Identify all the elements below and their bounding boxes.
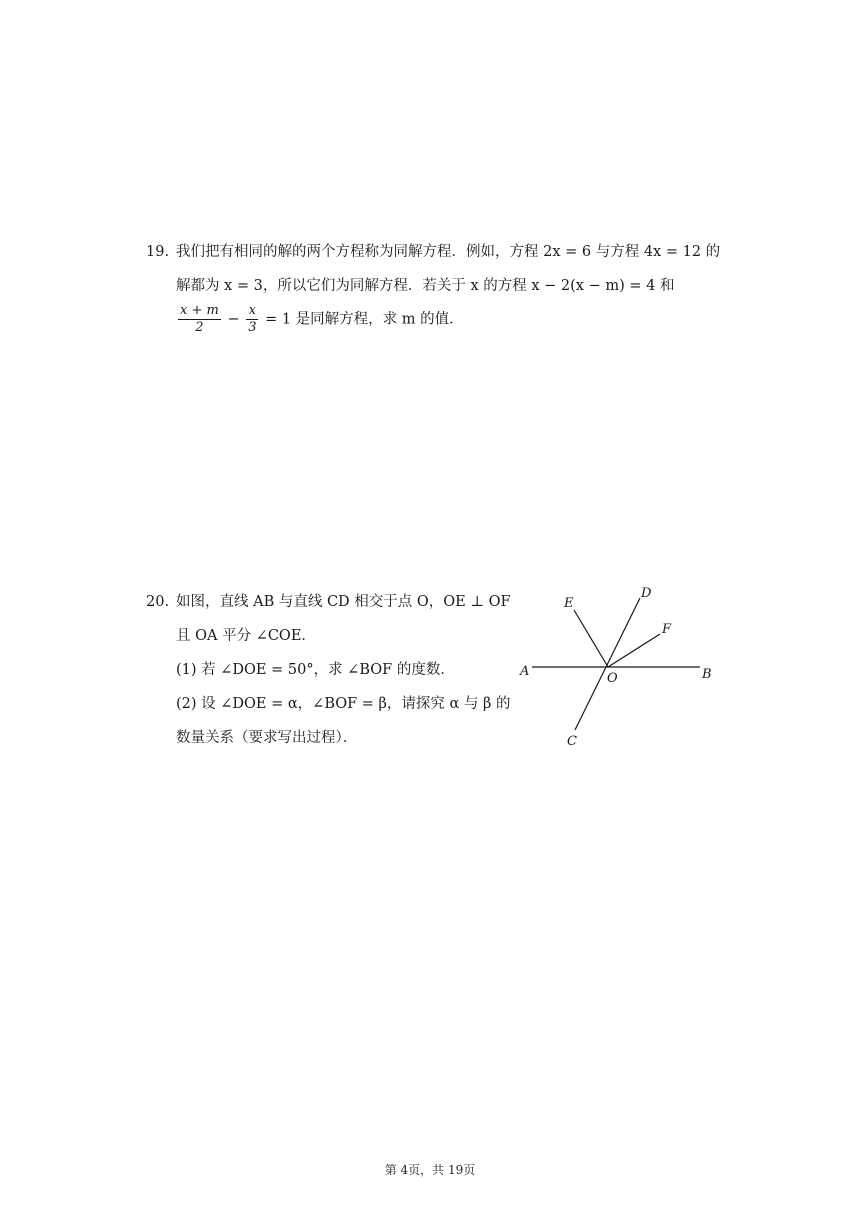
geometry-figure-svg bbox=[512, 582, 720, 748]
fraction-numerator: x + m bbox=[180, 303, 219, 318]
question-19-line-3 bbox=[176, 303, 464, 336]
fraction-denominator: 2 bbox=[195, 320, 204, 335]
question-19-line-2: 解都为 x = 3，所以它们为同解方程．若关于 x 的方程 x − 2(x − m) = 4 和 bbox=[176, 278, 675, 294]
page-footer: 第 4页，共 19页 bbox=[384, 1163, 476, 1177]
question-20-part-2-continued: 数量关系（要求写出过程）． bbox=[176, 730, 358, 746]
fraction-x-plus-m-over-2 bbox=[178, 303, 221, 336]
question-20-line-2: 且 OA 平分 ∠COE． bbox=[176, 628, 316, 644]
ray-of bbox=[608, 634, 660, 667]
label-d: D bbox=[641, 586, 652, 601]
minus-sign: − bbox=[227, 311, 240, 328]
fraction-denominator: 3 bbox=[248, 320, 257, 335]
question-19-line-1: 我们把有相同的解的两个方程称为同解方程．例如，方程 2x = 6 与方程 4x = 12 的 bbox=[176, 244, 721, 260]
label-b: B bbox=[702, 667, 712, 682]
fraction-numerator: x bbox=[246, 303, 258, 320]
question-20-part-1: (1) 若 ∠DOE = 50°，求 ∠BOF 的度数． bbox=[176, 662, 455, 678]
question-20-number: 20. bbox=[146, 594, 170, 610]
label-e: E bbox=[564, 596, 574, 611]
label-c: C bbox=[567, 734, 577, 748]
label-o: O bbox=[607, 671, 618, 686]
fraction-x-over-3 bbox=[246, 303, 258, 336]
question-20-part-2: (2) 设 ∠DOE = α，∠BOF = β，请探究 α 与 β 的 bbox=[176, 696, 511, 712]
ray-oe bbox=[574, 610, 608, 667]
line-cd bbox=[575, 598, 640, 730]
label-a: A bbox=[520, 664, 530, 679]
label-f: F bbox=[662, 622, 672, 637]
question-19-number: 19. bbox=[146, 244, 170, 260]
question-19-line-3-tail: = 1 是同解方程，求 m 的值． bbox=[265, 311, 464, 328]
question-20-line-1: 如图，直线 AB 与直线 CD 相交于点 O，OE ⊥ OF bbox=[176, 594, 511, 610]
geometry-figure bbox=[512, 582, 720, 748]
